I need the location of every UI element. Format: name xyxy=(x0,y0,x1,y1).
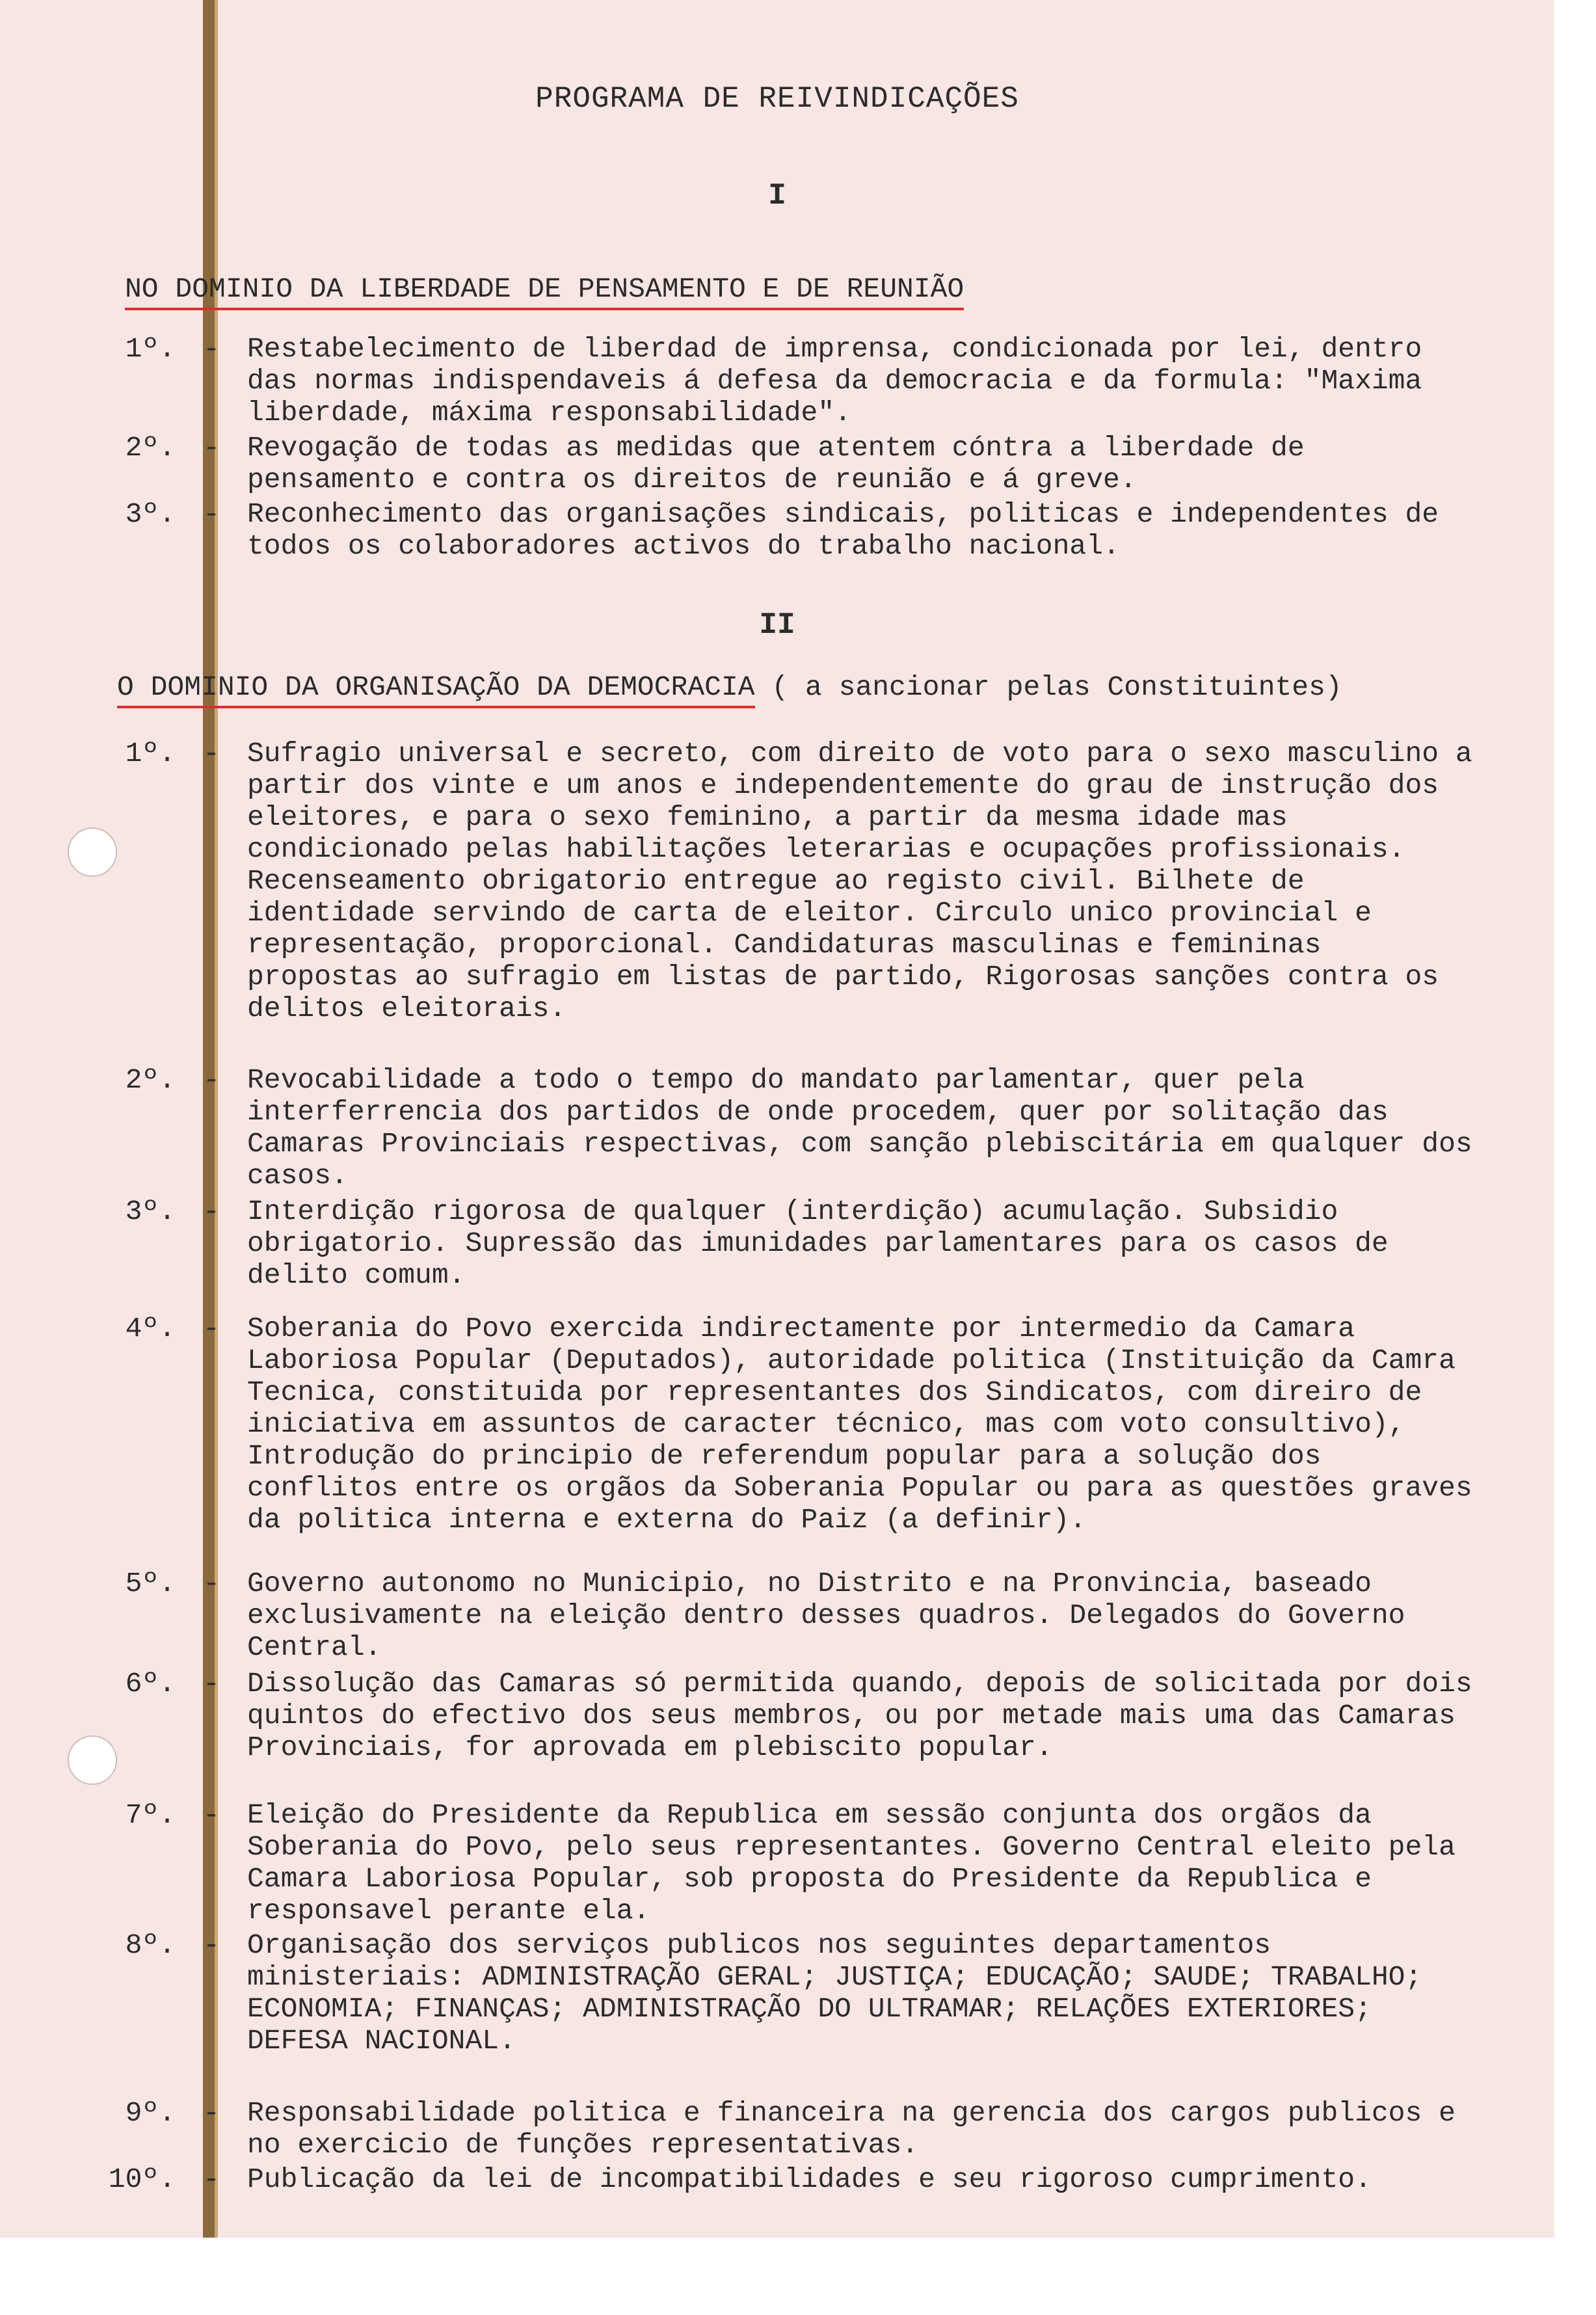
item-text: Revogação de todas as medidas que atentem cóntra a liberdade de pensamento e contra os direitos de reunião e á greve. xyxy=(247,432,1305,496)
list-item xyxy=(98,1196,1476,1291)
item-number: 2º. xyxy=(125,432,176,464)
item-text: Soberania do Povo exercida indirectamente por intermedio da Camara Laboriosa Popular (Deputados), autoridade politica (Instituição da Camra Tecnica, constituida por representantes dos Sindicatos, com direiro de iniciativa em assuntos de caracter técnico, mas com voto consultivo), Introdução do principio de referendum popular para a solução dos conflitos entre os orgãos da Soberania Popular ou para as questões graves da politica interna e externa do Paiz (a definir). xyxy=(247,1313,1472,1536)
item-number: 4º. xyxy=(125,1313,176,1345)
item-dash: - xyxy=(203,432,220,464)
document-title: PROGRAMA DE REIVINDICAÇÕES xyxy=(535,82,1019,116)
item-text: Dissolução das Camaras só permitida quando, depois de solicitada por dois quintos do efectivo dos seus membros, ou por metade mais uma das Camaras Provinciais, for aprovada em plebiscito popular. xyxy=(247,1668,1472,1763)
list-item xyxy=(98,1064,1476,1192)
item-number: 7º. xyxy=(125,1799,176,1831)
item-number: 3º. xyxy=(125,1196,176,1227)
list-item xyxy=(98,1929,1476,2057)
list-item xyxy=(98,1568,1476,1663)
list-item xyxy=(98,333,1476,429)
item-dash: - xyxy=(203,2163,220,2195)
item-dash: - xyxy=(203,2097,220,2129)
list-item xyxy=(98,2163,1476,2195)
item-dash: - xyxy=(203,1064,220,1096)
list-item xyxy=(98,498,1476,562)
section-heading xyxy=(125,273,964,305)
item-dash: - xyxy=(203,738,220,769)
item-number: 6º. xyxy=(125,1668,176,1700)
item-dash: - xyxy=(203,333,220,365)
item-number: 10º. xyxy=(108,2163,176,2195)
item-number: 5º. xyxy=(125,1568,176,1599)
list-item xyxy=(98,1799,1476,1927)
item-number: 9º. xyxy=(125,2097,176,2129)
item-number: 1º. xyxy=(125,738,176,769)
item-text: Organisação dos serviços publicos nos seguintes departamentos ministeriais: ADMINISTRAÇÃO GERAL; JUSTIÇA; EDUCAÇÃO; SAUDE; TRABALHO; ECONOMIA; FINANÇAS; ADMINISTRAÇÃO DO ULTRAMAR; RELAÇÕES EXTERIORES; DEFESA NACIONAL. xyxy=(247,1929,1422,2057)
item-text: Restabelecimento de liberdad de imprensa, condicionada por lei, dentro das normas indispendaveis á defesa da democracia e da formula: "Maxima liberdade, máxima responsabilidade". xyxy=(247,333,1422,429)
list-item xyxy=(98,738,1476,1024)
item-text: Responsabilidade politica e financeira na gerencia dos cargos publicos e no exercicio de funções representativas. xyxy=(247,2097,1456,2161)
item-text: Eleição do Presidente da Republica em sessão conjunta dos orgãos da Soberania do Povo, pelo seus representantes. Governo Central eleito pela Camara Laboriosa Popular, sob proposta do Presidente da Republica e responsavel perante ela. xyxy=(247,1799,1456,1927)
section-heading xyxy=(117,671,1342,703)
item-number: 1º. xyxy=(125,333,176,365)
list-item xyxy=(98,2097,1476,2161)
item-dash: - xyxy=(203,1196,220,1227)
section-heading-text: NO DOMINIO DA LIBERDADE DE PENSAMENTO E DE REUNIÃO xyxy=(125,273,964,310)
item-text: Reconhecimento das organisações sindicais, politicas e independentes de todos os colaboradores activos do trabalho nacional. xyxy=(247,498,1439,562)
item-dash: - xyxy=(203,498,220,530)
item-number: 3º. xyxy=(125,498,176,530)
section-numeral: I xyxy=(768,179,786,213)
item-dash: - xyxy=(203,1668,220,1700)
list-item xyxy=(98,1313,1476,1536)
item-dash: - xyxy=(203,1568,220,1599)
section-heading-note: ( a sancionar pelas Constituintes) xyxy=(771,671,1342,703)
list-item xyxy=(98,432,1476,496)
item-dash: - xyxy=(203,1313,220,1345)
item-text: Interdição rigorosa de qualquer (interdição) acumulação. Subsidio obrigatorio. Supressão das imunidades parlamentares para os casos de delito comum. xyxy=(247,1196,1389,1291)
item-text: Revocabilidade a todo o tempo do mandato parlamentar, quer pela interferrencia dos partidos de onde procedem, quer por solitação das Camaras Provinciais respectivas, com sanção plebiscitária em qualquer dos casos. xyxy=(247,1064,1472,1192)
item-dash: - xyxy=(203,1929,220,1961)
section-heading-text: O DOMINIO DA ORGANISAÇÃO DA DEMOCRACIA xyxy=(117,671,755,708)
list-item xyxy=(98,1668,1476,1763)
section-numeral: II xyxy=(759,608,795,642)
item-text: Governo autonomo no Municipio, no Distrito e na Pronvincia, baseado exclusivamente na eleição dentro desses quadros. Delegados do Governo Central. xyxy=(247,1568,1405,1663)
item-dash: - xyxy=(203,1799,220,1831)
item-number: 8º. xyxy=(125,1929,176,1961)
item-text: Publicação da lei de incompatibilidades e seu rigoroso cumprimento. xyxy=(247,2163,1372,2195)
item-text: Sufragio universal e secreto, com direito de voto para o sexo masculino a partir dos vinte e um anos e independentemente do grau de instrução dos eleitores, e para o sexo feminino, a partir da mesma idade mas condicionado pelas habilitações leterarias e ocupações profissionais. Recenseamento obrigatorio entregue ao registo civil. Bilhete de identidade servindo de carta de eleitor. Circulo unico provincial e representação, proporcional. Candidaturas masculinas e femininas propostas ao sufragio em listas de partido, Rigorosas sanções contra os delitos eleitorais. xyxy=(247,738,1472,1024)
item-number: 2º. xyxy=(125,1064,176,1096)
